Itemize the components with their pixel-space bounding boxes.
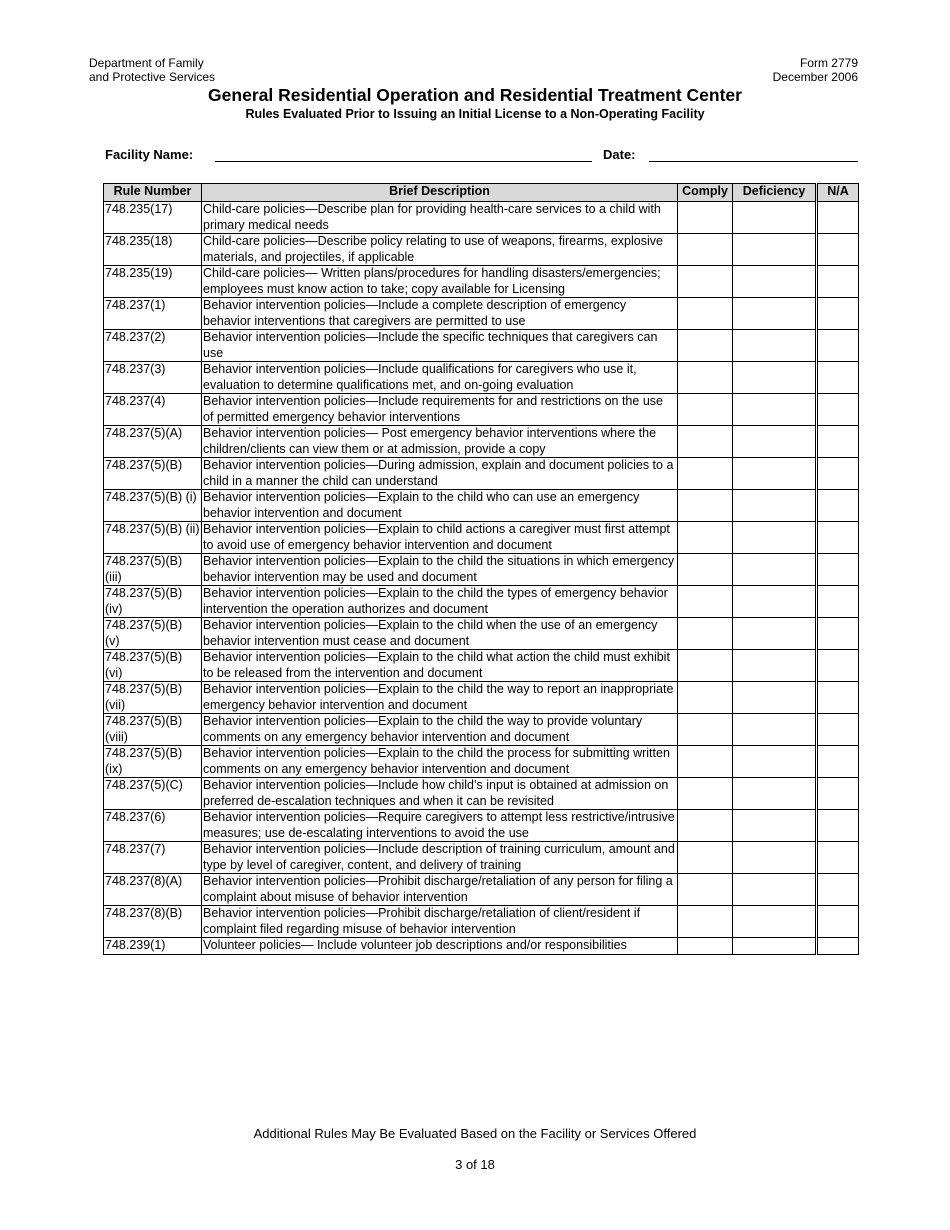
na-cell[interactable]	[817, 810, 859, 842]
comply-cell[interactable]	[678, 618, 733, 650]
rule-number-cell: 748.237(5)(B) (iv)	[104, 586, 202, 618]
page-title: General Residential Operation and Residential Treatment Center	[208, 85, 742, 105]
comply-cell[interactable]	[678, 458, 733, 490]
deficiency-cell[interactable]	[733, 650, 817, 682]
date-label: Date:	[603, 147, 636, 162]
department-line-1: Department of Family	[89, 56, 204, 70]
deficiency-cell[interactable]	[733, 362, 817, 394]
page-subtitle: Rules Evaluated Prior to Issuing an Initial License to a Non-Operating Facility	[245, 107, 705, 121]
table-row	[104, 426, 859, 458]
rule-number-cell: 748.237(4)	[104, 394, 202, 426]
na-cell[interactable]	[817, 394, 859, 426]
deficiency-cell[interactable]	[733, 298, 817, 330]
rule-number-cell: 748.237(6)	[104, 810, 202, 842]
deficiency-cell[interactable]	[733, 874, 817, 906]
table-row	[104, 618, 859, 650]
brief-description-cell: Behavior intervention policies—Require caregivers to attempt less restrictive/intrusive measures; use de-escalating interventions to avoid the use	[202, 810, 678, 842]
na-cell[interactable]	[817, 202, 859, 234]
department-line-2: and Protective Services	[89, 70, 216, 84]
brief-description-cell: Behavior intervention policies—Include a complete description of emergency behavior interventions that caregivers are permitted to use	[202, 298, 678, 330]
table-row	[104, 586, 859, 618]
page-number: 3 of 18	[455, 1157, 495, 1172]
table-row	[104, 714, 859, 746]
comply-cell[interactable]	[678, 938, 733, 955]
rule-number-cell: 748.237(5)(A)	[104, 426, 202, 458]
table-row	[104, 682, 859, 714]
comply-cell[interactable]	[678, 714, 733, 746]
rule-number-cell: 748.237(5)(B) (i)	[104, 490, 202, 522]
rule-number-cell: 748.235(18)	[104, 234, 202, 266]
deficiency-cell[interactable]	[733, 426, 817, 458]
comply-cell[interactable]	[678, 842, 733, 874]
deficiency-cell[interactable]	[733, 202, 817, 234]
table-row	[104, 650, 859, 682]
na-cell[interactable]	[817, 650, 859, 682]
deficiency-cell[interactable]	[733, 554, 817, 586]
table-row	[104, 522, 859, 554]
brief-description-cell: Behavior intervention policies—Include description of training curriculum, amount and type by level of caregiver, content, and delivery of training	[202, 842, 678, 874]
table-row	[104, 810, 859, 842]
table-row	[104, 394, 859, 426]
comply-cell[interactable]	[678, 266, 733, 298]
date-field[interactable]	[649, 161, 858, 162]
rule-number-cell: 748.237(8)(A)	[104, 874, 202, 906]
na-cell[interactable]	[817, 426, 859, 458]
na-cell[interactable]	[817, 234, 859, 266]
rule-number-cell: 748.235(17)	[104, 202, 202, 234]
brief-description-cell: Behavior intervention policies—Include requirements for and restrictions on the use of permitted emergency behavior interventions	[202, 394, 678, 426]
deficiency-cell[interactable]	[733, 810, 817, 842]
department-header	[89, 56, 215, 84]
column-header-deficiency: Deficiency	[733, 184, 817, 202]
rule-number-cell: 748.237(5)(C)	[104, 778, 202, 810]
form-header	[773, 56, 858, 84]
na-cell[interactable]	[817, 330, 859, 362]
deficiency-cell[interactable]	[733, 618, 817, 650]
deficiency-cell[interactable]	[733, 778, 817, 810]
table-row	[104, 202, 859, 234]
table-row	[104, 362, 859, 394]
deficiency-cell[interactable]	[733, 522, 817, 554]
rule-number-cell: 748.237(5)(B) (iii)	[104, 554, 202, 586]
brief-description-cell: Behavior intervention policies—Explain to the child the types of emergency behavior intervention the operation authorizes and document	[202, 586, 678, 618]
na-cell[interactable]	[817, 842, 859, 874]
na-cell[interactable]	[817, 298, 859, 330]
brief-description-cell: Behavior intervention policies—Explain to the child the situations in which emergency behavior intervention may be used and document	[202, 554, 678, 586]
brief-description-cell: Behavior intervention policies—Include the specific techniques that caregivers can use	[202, 330, 678, 362]
brief-description-cell: Child-care policies—Describe policy relating to use of weapons, firearms, explosive materials, and projectiles, if applicable	[202, 234, 678, 266]
rule-number-cell: 748.237(3)	[104, 362, 202, 394]
comply-cell[interactable]	[678, 298, 733, 330]
rule-number-cell: 748.237(5)(B) (viii)	[104, 714, 202, 746]
comply-cell[interactable]	[678, 906, 733, 938]
brief-description-cell: Behavior intervention policies—Explain to the child the way to provide voluntary comments on any emergency behavior intervention and document	[202, 714, 678, 746]
facility-name-field[interactable]	[215, 161, 592, 162]
comply-cell[interactable]	[678, 810, 733, 842]
brief-description-cell: Behavior intervention policies—Include how child’s input is obtained at admission on preferred de-escalation techniques and when it can be revisited	[202, 778, 678, 810]
comply-cell[interactable]	[678, 202, 733, 234]
brief-description-cell: Behavior intervention policies—Include qualifications for caregivers who use it, evaluation to determine qualifications met, and on-going evaluation	[202, 362, 678, 394]
na-cell[interactable]	[817, 266, 859, 298]
na-cell[interactable]	[817, 490, 859, 522]
deficiency-cell[interactable]	[733, 234, 817, 266]
deficiency-cell[interactable]	[733, 842, 817, 874]
comply-cell[interactable]	[678, 682, 733, 714]
brief-description-cell: Behavior intervention policies—Explain to child actions a caregiver must first attempt to avoid use of emergency behavior intervention and document	[202, 522, 678, 554]
rule-number-cell: 748.237(5)(B) (vii)	[104, 682, 202, 714]
na-cell[interactable]	[817, 938, 859, 955]
rule-number-cell: 748.239(1)	[104, 938, 202, 955]
comply-cell[interactable]	[678, 490, 733, 522]
rule-number-cell: 748.237(2)	[104, 330, 202, 362]
deficiency-cell[interactable]	[733, 266, 817, 298]
table-row	[104, 746, 859, 778]
na-cell[interactable]	[817, 618, 859, 650]
comply-cell[interactable]	[678, 554, 733, 586]
deficiency-cell[interactable]	[733, 330, 817, 362]
brief-description-cell: Behavior intervention policies—Explain to the child the process for submitting written comments on any emergency behavior intervention and document	[202, 746, 678, 778]
comply-cell[interactable]	[678, 522, 733, 554]
rule-number-cell: 748.237(1)	[104, 298, 202, 330]
na-cell[interactable]	[817, 554, 859, 586]
comply-cell[interactable]	[678, 874, 733, 906]
table-row	[104, 554, 859, 586]
brief-description-cell: Behavior intervention policies—Explain to the child who can use an emergency behavior intervention and document	[202, 490, 678, 522]
column-header-brief-description: Brief Description	[202, 184, 678, 202]
table-row	[104, 234, 859, 266]
brief-description-cell: Behavior intervention policies—Prohibit discharge/retaliation of any person for filing a complaint about misuse of behavior intervention	[202, 874, 678, 906]
deficiency-cell[interactable]	[733, 746, 817, 778]
rule-number-cell: 748.237(5)(B) (ix)	[104, 746, 202, 778]
deficiency-cell[interactable]	[733, 682, 817, 714]
form-date: December 2006	[772, 70, 858, 84]
na-cell[interactable]	[817, 906, 859, 938]
table-row	[104, 490, 859, 522]
brief-description-cell: Behavior intervention policies—Prohibit discharge/retaliation of client/resident if complaint filed regarding misuse of behavior intervention	[202, 906, 678, 938]
deficiency-cell[interactable]	[733, 586, 817, 618]
brief-description-cell: Child-care policies— Written plans/procedures for handling disasters/emergencies; employees must know action to take; copy available for Licensing	[202, 266, 678, 298]
na-cell[interactable]	[817, 714, 859, 746]
rules-table	[103, 183, 859, 955]
footer-note: Additional Rules May Be Evaluated Based on the Facility or Services Offered	[253, 1126, 697, 1141]
na-cell[interactable]	[817, 778, 859, 810]
comply-cell[interactable]	[678, 586, 733, 618]
table-row	[104, 874, 859, 906]
deficiency-cell[interactable]	[733, 490, 817, 522]
comply-cell[interactable]	[678, 330, 733, 362]
form-number: Form 2779	[799, 56, 858, 70]
comply-cell[interactable]	[678, 394, 733, 426]
deficiency-cell[interactable]	[733, 938, 817, 955]
table-row	[104, 938, 859, 955]
brief-description-cell: Child-care policies—Describe plan for providing health-care services to a child with primary medical needs	[202, 202, 678, 234]
table-row	[104, 330, 859, 362]
na-cell[interactable]	[817, 586, 859, 618]
table-row	[104, 458, 859, 490]
na-cell[interactable]	[817, 362, 859, 394]
na-cell[interactable]	[817, 874, 859, 906]
comply-cell[interactable]	[678, 362, 733, 394]
deficiency-cell[interactable]	[733, 714, 817, 746]
brief-description-cell: Behavior intervention policies—Explain to the child the way to report an inappropriate emergency behavior intervention and document	[202, 682, 678, 714]
comply-cell[interactable]	[678, 778, 733, 810]
rule-number-cell: 748.237(5)(B) (ii)	[104, 522, 202, 554]
column-header-rule-number: Rule Number	[104, 184, 202, 202]
deficiency-cell[interactable]	[733, 394, 817, 426]
rule-number-cell: 748.237(5)(B) (vi)	[104, 650, 202, 682]
table-row	[104, 778, 859, 810]
table-row	[104, 842, 859, 874]
rule-number-cell: 748.237(8)(B)	[104, 906, 202, 938]
table-row	[104, 298, 859, 330]
comply-cell[interactable]	[678, 650, 733, 682]
column-header-comply: Comply	[678, 184, 733, 202]
comply-cell[interactable]	[678, 426, 733, 458]
na-cell[interactable]	[817, 522, 859, 554]
table-row	[104, 906, 859, 938]
column-header-na: N/A	[817, 184, 859, 202]
comply-cell[interactable]	[678, 234, 733, 266]
deficiency-cell[interactable]	[733, 906, 817, 938]
brief-description-cell: Volunteer policies— Include volunteer job descriptions and/or responsibilities	[202, 938, 678, 955]
brief-description-cell: Behavior intervention policies—Explain to the child when the use of an emergency behavior intervention must cease and document	[202, 618, 678, 650]
table-header-row	[104, 184, 859, 202]
deficiency-cell[interactable]	[733, 458, 817, 490]
na-cell[interactable]	[817, 458, 859, 490]
na-cell[interactable]	[817, 746, 859, 778]
table-row	[104, 266, 859, 298]
rules-table-body	[104, 202, 859, 955]
brief-description-cell: Behavior intervention policies— Post emergency behavior interventions where the children/clients can view them or at admission, provide a copy	[202, 426, 678, 458]
brief-description-cell: Behavior intervention policies—During admission, explain and document policies to a child in a manner the child can understand	[202, 458, 678, 490]
rule-number-cell: 748.235(19)	[104, 266, 202, 298]
facility-name-label: Facility Name:	[105, 147, 194, 162]
rule-number-cell: 748.237(5)(B)	[104, 458, 202, 490]
comply-cell[interactable]	[678, 746, 733, 778]
brief-description-cell: Behavior intervention policies—Explain to the child what action the child must exhibit to be released from the intervention and document	[202, 650, 678, 682]
rule-number-cell: 748.237(5)(B) (v)	[104, 618, 202, 650]
rule-number-cell: 748.237(7)	[104, 842, 202, 874]
na-cell[interactable]	[817, 682, 859, 714]
